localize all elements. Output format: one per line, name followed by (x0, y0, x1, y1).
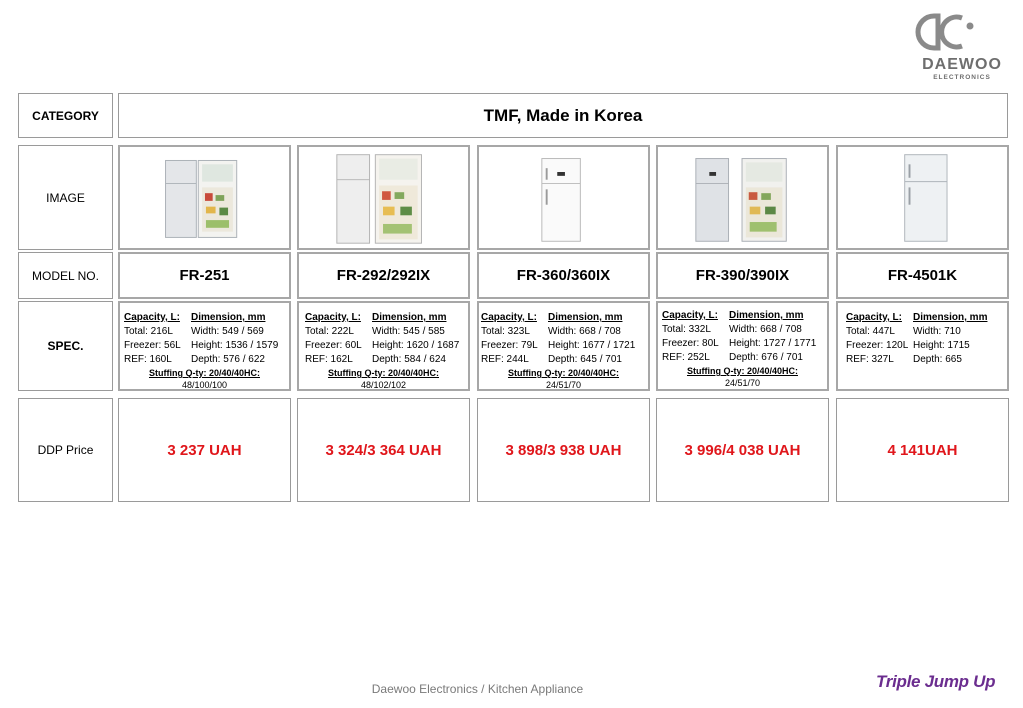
capacity-list (305, 311, 362, 367)
dimension-header: Dimension, mm (729, 310, 804, 321)
capacity-header: Capacity, L: (305, 312, 361, 323)
capacity-ref: REF: 244L (481, 354, 529, 365)
capacity-header: Capacity, L: (124, 312, 180, 323)
model-fr-292: FR-292/292IX (297, 252, 470, 299)
refrigerator-icon (479, 147, 648, 248)
dimension-header: Dimension, mm (548, 312, 623, 323)
capacity-total: Total: 222L (305, 326, 354, 337)
capacity-ref: REF: 252L (662, 352, 710, 363)
capacity-ref: REF: 327L (846, 354, 894, 365)
dimension-width: Width: 549 / 569 (191, 326, 264, 337)
dimension-height: Height: 1620 / 1687 (372, 340, 460, 351)
row-label-model: MODEL NO. (18, 252, 113, 299)
daewoo-emblem-icon (914, 12, 1010, 84)
stuffing-header: Stuffing Q-ty: 20/40/40HC: (327, 368, 439, 378)
stuffing-header: Stuffing Q-ty: 20/40/40HC: (148, 368, 260, 378)
stuffing-info (299, 367, 468, 391)
row-label-price: DDP Price (18, 398, 113, 502)
dimension-width: Width: 545 / 585 (372, 326, 445, 337)
capacity-freezer: Freezer: 120L (846, 340, 909, 351)
product-image-fr-390 (656, 145, 829, 250)
footer-text: Daewoo Electronics / Kitchen Appliance (371, 682, 584, 696)
spec-fr-251 (118, 301, 291, 391)
product-image-fr-4501k (836, 145, 1009, 250)
category-title: TMF, Made in Korea (118, 93, 1008, 138)
price-fr-390: 3 996/4 038 UAH (656, 398, 829, 502)
capacity-freezer: Freezer: 60L (305, 340, 362, 351)
dimension-height: Height: 1536 / 1579 (191, 340, 279, 351)
model-fr-4501k: FR-4501K (836, 252, 1009, 299)
dimension-depth: Depth: 584 / 624 (372, 354, 446, 365)
dimension-depth: Depth: 645 / 701 (548, 354, 622, 365)
refrigerator-open-icon (658, 147, 827, 248)
stuffing-value: 24/51/70 (545, 380, 582, 390)
refrigerator-open-icon (299, 147, 468, 248)
row-label-spec: SPEC. (18, 301, 113, 391)
capacity-header: Capacity, L: (662, 310, 718, 321)
capacity-list (481, 311, 538, 367)
daewoo-logo (914, 12, 1010, 84)
spec-fr-360 (477, 301, 650, 391)
dimension-height: Height: 1677 / 1721 (548, 340, 636, 351)
dimension-depth: Depth: 665 (913, 354, 962, 365)
stuffing-info (658, 365, 827, 389)
price-fr-251: 3 237 UAH (118, 398, 291, 502)
stuffing-value: 24/51/70 (724, 378, 761, 388)
spec-fr-292 (297, 301, 470, 391)
capacity-ref: REF: 162L (305, 354, 353, 365)
row-label-image: IMAGE (18, 145, 113, 250)
stuffing-value: 48/102/102 (360, 380, 407, 390)
dimension-list (372, 311, 459, 367)
capacity-total: Total: 216L (124, 326, 173, 337)
dimension-list (548, 311, 635, 367)
product-image-fr-360 (477, 145, 650, 250)
dimension-depth: Depth: 676 / 701 (729, 352, 803, 363)
logo-text: DAEWOO (922, 56, 1002, 73)
price-fr-4501k: 4 141UAH (836, 398, 1009, 502)
dimension-list (729, 309, 816, 365)
capacity-header: Capacity, L: (846, 312, 902, 323)
capacity-total: Total: 447L (846, 326, 895, 337)
price-fr-292: 3 324/3 364 UAH (297, 398, 470, 502)
stuffing-info (479, 367, 648, 391)
stuffing-value: 48/100/100 (181, 380, 228, 390)
capacity-freezer: Freezer: 80L (662, 338, 719, 349)
capacity-total: Total: 332L (662, 324, 711, 335)
model-fr-360: FR-360/360IX (477, 252, 650, 299)
capacity-header: Capacity, L: (481, 312, 537, 323)
model-fr-390: FR-390/390IX (656, 252, 829, 299)
spec-fr-390 (656, 301, 829, 391)
dimension-height: Height: 1715 (913, 340, 970, 351)
dimension-header: Dimension, mm (913, 312, 988, 323)
logo-subtext: ELECTRONICS (933, 74, 991, 81)
dimension-height: Height: 1727 / 1771 (729, 338, 817, 349)
capacity-ref: REF: 160L (124, 354, 172, 365)
price-fr-360: 3 898/3 938 UAH (477, 398, 650, 502)
tagline-logo: Triple Jump Up (876, 672, 996, 691)
dimension-width: Width: 710 (913, 326, 961, 337)
capacity-total: Total: 323L (481, 326, 530, 337)
dimension-header: Dimension, mm (372, 312, 447, 323)
stuffing-info (120, 367, 289, 391)
capacity-list (662, 309, 719, 365)
capacity-list (846, 311, 908, 367)
spec-fr-4501k (836, 301, 1009, 391)
product-image-fr-251 (118, 145, 291, 250)
capacity-list (124, 311, 181, 367)
dimension-list (913, 311, 987, 367)
product-image-fr-292 (297, 145, 470, 250)
dimension-header: Dimension, mm (191, 312, 266, 323)
dimension-width: Width: 668 / 708 (548, 326, 621, 337)
refrigerator-icon (838, 147, 1007, 248)
refrigerator-open-icon (120, 147, 289, 248)
dimension-depth: Depth: 576 / 622 (191, 354, 265, 365)
model-fr-251: FR-251 (118, 252, 291, 299)
capacity-freezer: Freezer: 56L (124, 340, 181, 351)
dimension-list (191, 311, 278, 367)
dimension-width: Width: 668 / 708 (729, 324, 802, 335)
stuffing-header: Stuffing Q-ty: 20/40/40HC: (686, 366, 798, 376)
capacity-freezer: Freezer: 79L (481, 340, 538, 351)
stuffing-header: Stuffing Q-ty: 20/40/40HC: (507, 368, 619, 378)
row-label-category: CATEGORY (18, 93, 113, 138)
